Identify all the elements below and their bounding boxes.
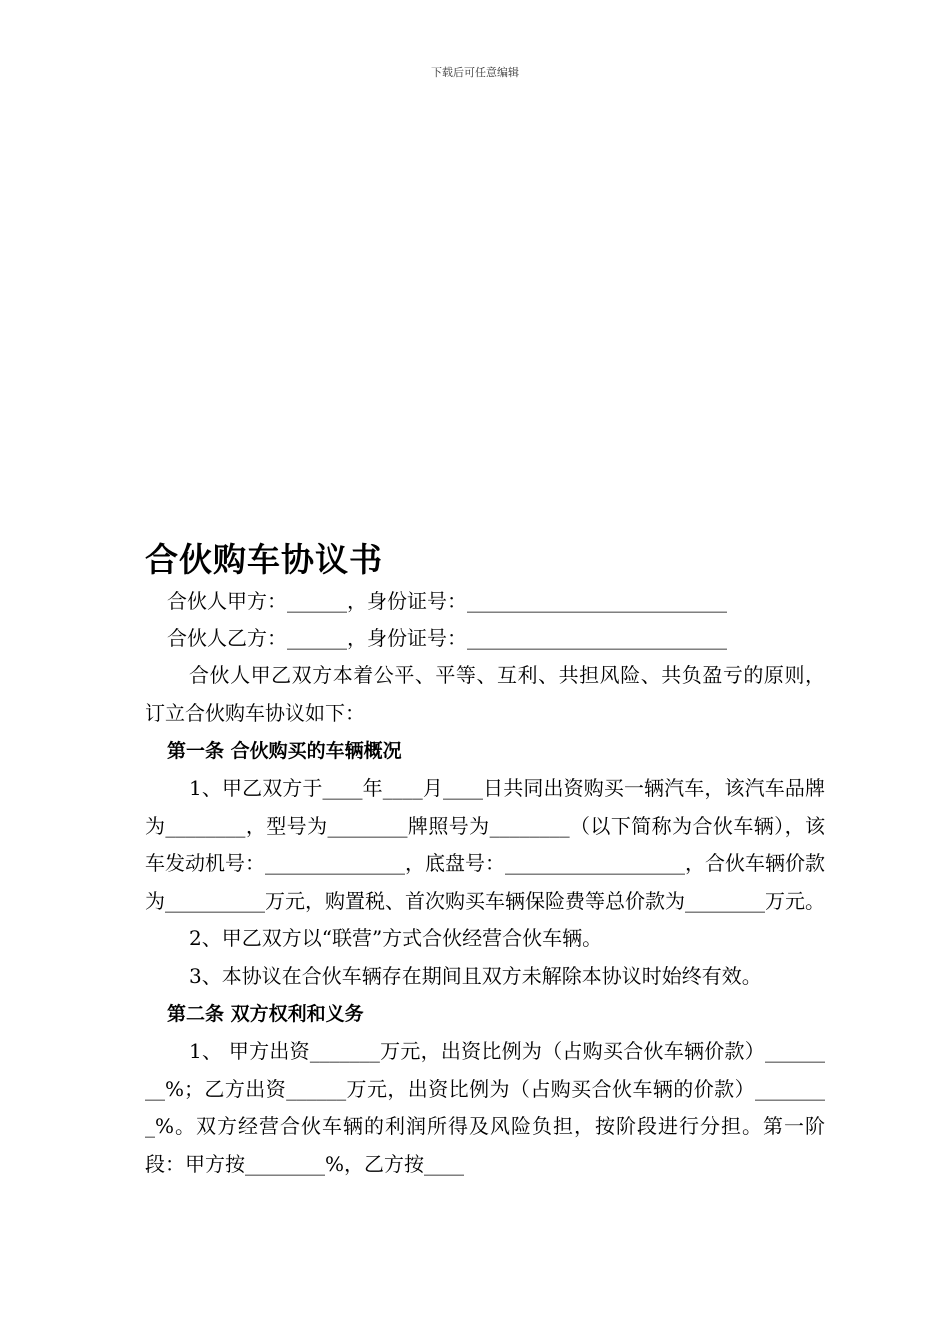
article-1-heading: 第一条 合伙购买的车辆概况: [167, 740, 402, 762]
article-1-clause-2: 2、甲乙双方以“联营”方式合伙经营合伙车辆。: [189, 926, 603, 950]
party-b-line: 合伙人乙方：______，身份证号：__________________________: [167, 626, 727, 650]
preamble-paragraph: 合伙人甲乙双方本着公平、平等、互利、共担风险、共负盈亏的原则，订立合伙购车协议如下：: [145, 663, 825, 725]
article-2-clause-1: 1、 甲方出资_______万元，出资比例为（占购买合伙车辆价款）________%；乙方出资______万元，出资比例为（占购买合伙车辆的价款）________%。双方经营合伙车辆的利润所得及风险负担，按阶段进行分担。第一阶段：甲方按________%，乙方按____: [145, 1039, 825, 1176]
document-body: [145, 537, 825, 1183]
party-a-line: 合伙人甲方：______，身份证号：__________________________: [167, 589, 727, 613]
document-title: 合伙购车协议书: [145, 540, 383, 579]
article-2-heading: 第二条 双方权利和义务: [167, 1003, 364, 1025]
article-1-clause-3: 3、本协议在合伙车辆存在期间且双方未解除本协议时始终有效。: [189, 963, 762, 988]
page-header-note: 下载后可任意编辑: [431, 66, 519, 79]
article-1-clause-1: 1、甲乙双方于____年____月____日共同出资购买一辆汽车，该汽车品牌为________，型号为________牌照号为________（以下简称为合伙车辆），该车发动机号：______________，底盘号：__________________，合伙车辆价款为__________万元，购置税、首次购买车辆保险费等总价款为________万元。: [145, 776, 825, 913]
